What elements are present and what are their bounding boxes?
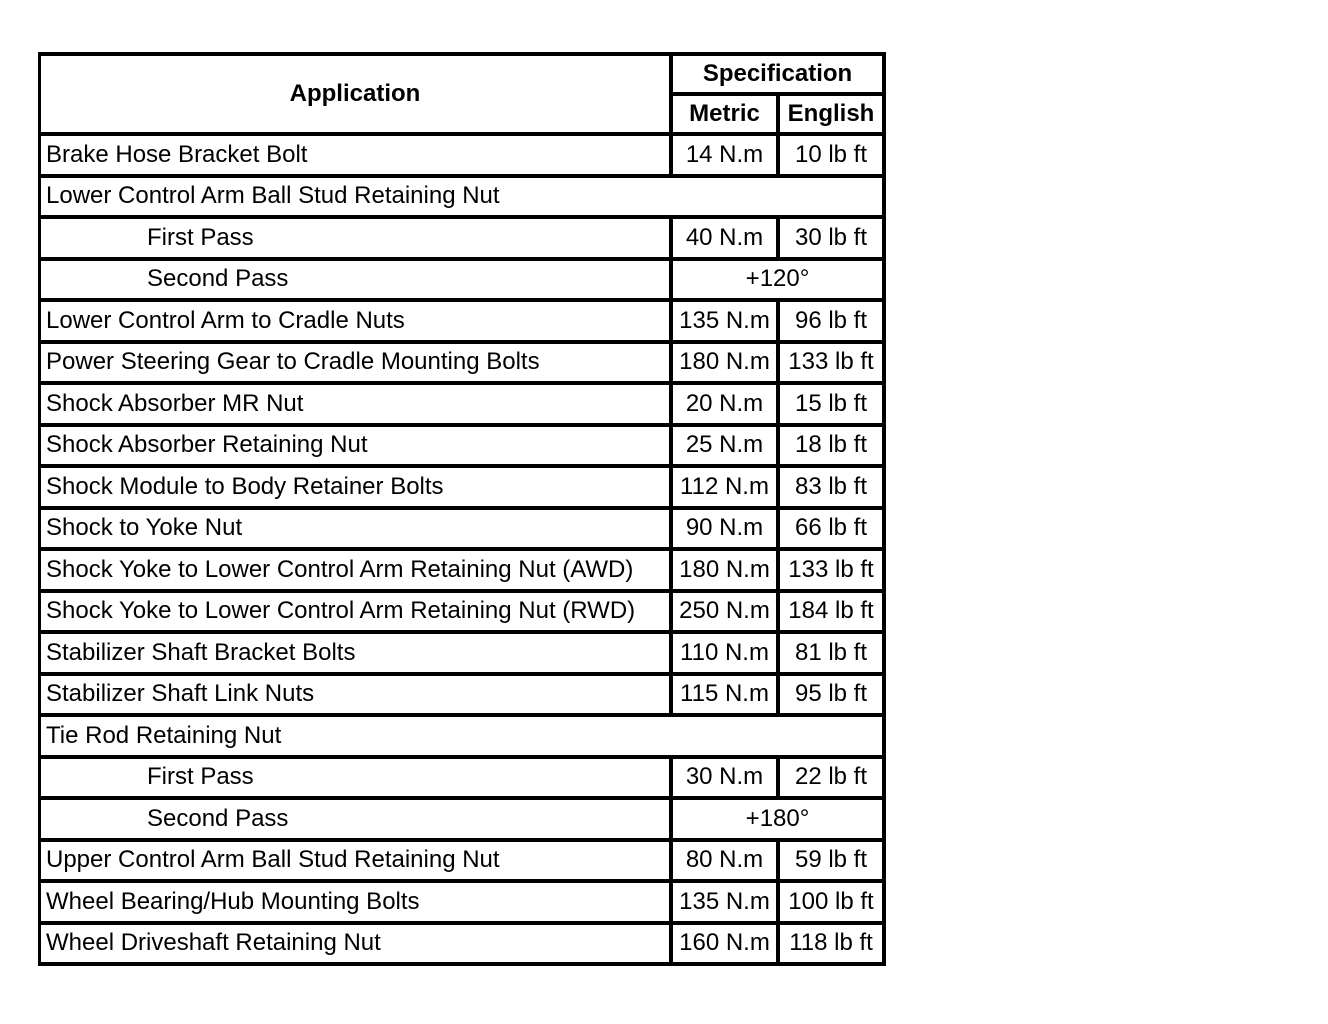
metric-cell: 25 N.m xyxy=(673,427,780,469)
application-cell: Power Steering Gear to Cradle Mounting Bolts xyxy=(41,344,673,386)
metric-cell: 112 N.m xyxy=(673,468,780,510)
metric-header: Metric xyxy=(673,96,780,136)
torque-spec-table xyxy=(38,52,886,966)
english-cell: 81 lb ft xyxy=(780,634,886,676)
application-subcell: Second Pass xyxy=(41,800,673,842)
table-row xyxy=(41,427,886,469)
application-group-cell: Tie Rod Retaining Nut xyxy=(41,717,886,759)
table-row-group xyxy=(41,717,886,759)
application-subcell: First Pass xyxy=(41,759,673,801)
metric-cell: 135 N.m xyxy=(673,883,780,925)
english-cell: 83 lb ft xyxy=(780,468,886,510)
english-cell: 133 lb ft xyxy=(780,344,886,386)
table-row xyxy=(41,842,886,884)
metric-cell: 20 N.m xyxy=(673,385,780,427)
metric-cell: 250 N.m xyxy=(673,593,780,635)
angle-cell: +120° xyxy=(673,261,886,303)
application-cell: Upper Control Arm Ball Stud Retaining Nut xyxy=(41,842,673,884)
table-row xyxy=(41,759,886,801)
application-cell: Lower Control Arm to Cradle Nuts xyxy=(41,302,673,344)
application-cell: Stabilizer Shaft Bracket Bolts xyxy=(41,634,673,676)
metric-cell: 135 N.m xyxy=(673,302,780,344)
header-row-1 xyxy=(41,56,886,96)
application-cell: Wheel Bearing/Hub Mounting Bolts xyxy=(41,883,673,925)
application-cell: Shock Absorber MR Nut xyxy=(41,385,673,427)
table-row xyxy=(41,676,886,718)
metric-cell: 110 N.m xyxy=(673,634,780,676)
application-subcell: First Pass xyxy=(41,219,673,261)
table-row xyxy=(41,468,886,510)
english-cell: 96 lb ft xyxy=(780,302,886,344)
metric-cell: 180 N.m xyxy=(673,551,780,593)
metric-cell: 40 N.m xyxy=(673,219,780,261)
metric-cell: 30 N.m xyxy=(673,759,780,801)
application-cell: Stabilizer Shaft Link Nuts xyxy=(41,676,673,718)
english-cell: 22 lb ft xyxy=(780,759,886,801)
table-row xyxy=(41,385,886,427)
table-row-group xyxy=(41,178,886,220)
metric-cell: 115 N.m xyxy=(673,676,780,718)
english-cell: 18 lb ft xyxy=(780,427,886,469)
application-cell: Wheel Driveshaft Retaining Nut xyxy=(41,925,673,967)
english-cell: 30 lb ft xyxy=(780,219,886,261)
table-row xyxy=(41,551,886,593)
table-row xyxy=(41,344,886,386)
table-row xyxy=(41,800,886,842)
table-row xyxy=(41,925,886,967)
english-cell: 59 lb ft xyxy=(780,842,886,884)
application-cell: Brake Hose Bracket Bolt xyxy=(41,136,673,178)
english-header: English xyxy=(780,96,886,136)
table-row xyxy=(41,302,886,344)
application-cell: Shock to Yoke Nut xyxy=(41,510,673,552)
english-cell: 66 lb ft xyxy=(780,510,886,552)
metric-cell: 180 N.m xyxy=(673,344,780,386)
english-cell: 10 lb ft xyxy=(780,136,886,178)
english-cell: 95 lb ft xyxy=(780,676,886,718)
angle-cell: +180° xyxy=(673,800,886,842)
table-row xyxy=(41,883,886,925)
table-row xyxy=(41,593,886,635)
application-cell: Shock Module to Body Retainer Bolts xyxy=(41,468,673,510)
english-cell: 184 lb ft xyxy=(780,593,886,635)
application-cell: Shock Absorber Retaining Nut xyxy=(41,427,673,469)
table-row xyxy=(41,510,886,552)
metric-cell: 80 N.m xyxy=(673,842,780,884)
table-row xyxy=(41,634,886,676)
english-cell: 15 lb ft xyxy=(780,385,886,427)
english-cell: 118 lb ft xyxy=(780,925,886,967)
english-cell: 100 lb ft xyxy=(780,883,886,925)
application-cell: Shock Yoke to Lower Control Arm Retaining Nut (AWD) xyxy=(41,551,673,593)
table-row xyxy=(41,136,886,178)
application-header: Application xyxy=(41,56,673,136)
application-cell: Shock Yoke to Lower Control Arm Retaining Nut (RWD) xyxy=(41,593,673,635)
application-group-cell: Lower Control Arm Ball Stud Retaining Nut xyxy=(41,178,886,220)
table-row xyxy=(41,219,886,261)
specification-header: Specification xyxy=(673,56,886,96)
english-cell: 133 lb ft xyxy=(780,551,886,593)
metric-cell: 160 N.m xyxy=(673,925,780,967)
metric-cell: 14 N.m xyxy=(673,136,780,178)
metric-cell: 90 N.m xyxy=(673,510,780,552)
application-subcell: Second Pass xyxy=(41,261,673,303)
table-row xyxy=(41,261,886,303)
